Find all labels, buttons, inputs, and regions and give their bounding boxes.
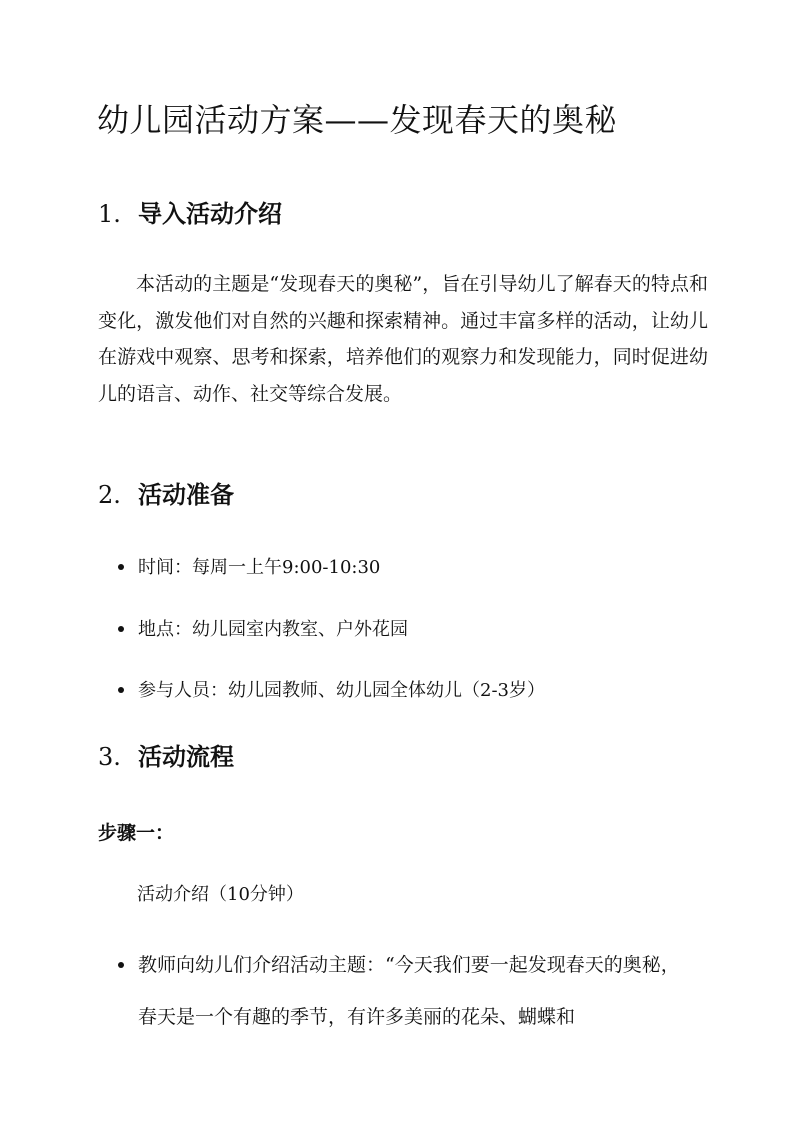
paragraph-text: 本活动的主题是“发现春天的奥秘”，旨在引导幼儿了解春天的特点和变化，激发他们对自然的兴趣和探索精神。通过丰富多样的活动，让幼儿在游戏中观察、思考和探索，培养他们的观察力和发现能力，同时促进幼儿的语言、动作、社交等综合发展。 (98, 273, 708, 405)
bullet-dot-icon (118, 687, 124, 693)
section-heading-preparation (98, 478, 234, 512)
section-title: 活动准备 (138, 480, 234, 509)
section-number: 3. (98, 743, 121, 771)
section-number: 2. (98, 481, 121, 509)
step-label: 步骤一： (98, 822, 175, 844)
section-number: 1. (98, 200, 121, 228)
list-item-participants (118, 677, 545, 705)
list-item-text: 教师向幼儿们介绍活动主题：“今天我们要一起发现春天的奥秘，春天是一个有趣的季节，有许多美丽的花朵、蝴蝶和 (138, 954, 680, 1028)
bullet-dot-icon (118, 626, 124, 632)
list-item-location (118, 616, 408, 644)
section-title: 活动流程 (138, 742, 234, 771)
list-item-time (118, 554, 380, 582)
list-item-text: 地点：幼儿园室内教室、户外花园 (138, 619, 408, 640)
list-item-text: 参与人员：幼儿园教师、幼儿园全体幼儿（2-3岁） (138, 680, 545, 701)
intro-paragraph (98, 266, 708, 412)
section-title: 导入活动介绍 (138, 199, 282, 228)
section-heading-process (98, 740, 234, 774)
list-item-teacher-intro (118, 939, 698, 1043)
bullet-dot-icon (118, 564, 124, 570)
document-title: 幼儿园活动方案——发现春天的奥秘 (97, 101, 618, 139)
list-item-text: 时间：每周一上午9:00-10:30 (138, 557, 381, 578)
step-subheading: 活动介绍（10分钟） (137, 884, 304, 905)
section-heading-intro (98, 197, 282, 231)
bullet-dot-icon (118, 962, 124, 968)
